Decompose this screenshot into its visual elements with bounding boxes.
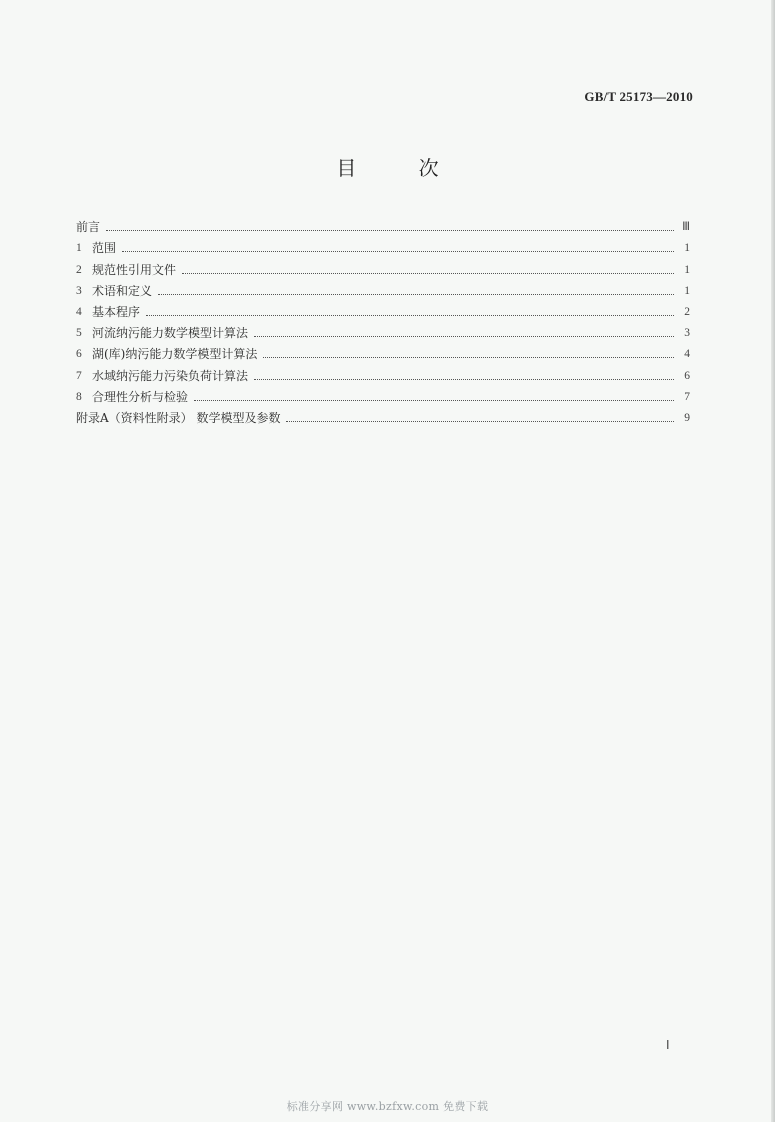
toc-title: 目 次 xyxy=(336,156,467,180)
toc-entry-foreword[interactable] xyxy=(76,214,690,235)
toc-entry-5[interactable] xyxy=(76,320,690,341)
toc-entry-number: 5 xyxy=(76,327,82,340)
toc-leader-dots xyxy=(263,356,674,358)
toc-entry-label: 术语和定义 xyxy=(92,283,153,298)
toc-entry-page: 9 xyxy=(684,411,690,424)
toc-entry-appendix-a[interactable] xyxy=(76,405,690,426)
toc-entry-number: 2 xyxy=(76,263,82,276)
toc-entry-label: 规范性引用文件 xyxy=(92,262,177,277)
toc-entry-label: 水域纳污能力污染负荷计算法 xyxy=(92,368,249,383)
toc-leader-dots xyxy=(158,293,674,295)
toc-leader-dots xyxy=(254,378,674,380)
toc-entry-label: 附录A（资料性附录） 数学模型及参数 xyxy=(76,410,281,425)
toc-entry-page: 7 xyxy=(684,390,690,403)
toc-leader-dots xyxy=(182,272,674,274)
toc-entry-2[interactable] xyxy=(76,256,690,277)
toc-entry-number: 8 xyxy=(76,390,82,403)
toc-entry-label: 前言 xyxy=(76,220,101,235)
toc-entry-page: 1 xyxy=(684,242,690,255)
toc-entry-6[interactable] xyxy=(76,341,690,362)
toc-entry-7[interactable] xyxy=(76,362,690,383)
toc-entry-4[interactable] xyxy=(76,299,690,320)
toc-entry-3[interactable] xyxy=(76,278,690,299)
toc-entry-page: 4 xyxy=(684,348,690,361)
toc-entry-page: 2 xyxy=(684,305,690,318)
page-edge-shadow xyxy=(771,0,775,1122)
toc-entry-label: 湖(库)纳污能力数学模型计算法 xyxy=(92,347,258,362)
toc-entry-page: Ⅲ xyxy=(682,221,690,234)
toc-leader-dots xyxy=(286,420,674,422)
toc-entry-number: 1 xyxy=(76,242,82,255)
toc-entry-page: 1 xyxy=(684,284,690,297)
toc-entry-page: 3 xyxy=(684,327,690,340)
toc-entry-1[interactable] xyxy=(76,235,690,256)
standard-code: GB/T 25173—2010 xyxy=(584,89,693,104)
toc-leader-dots xyxy=(254,335,674,337)
toc-entry-page: 1 xyxy=(684,263,690,276)
toc-leader-dots xyxy=(194,399,674,401)
toc-leader-dots xyxy=(146,314,674,316)
toc-entry-number: 7 xyxy=(76,369,82,382)
toc-entry-label: 基本程序 xyxy=(92,304,141,319)
toc-leader-dots xyxy=(106,229,674,231)
toc-entry-label: 河流纳污能力数学模型计算法 xyxy=(92,326,249,341)
watermark-text: 标准分享网 www.bzfxw.com 免费下载 xyxy=(286,1100,489,1113)
toc-entry-label: 范围 xyxy=(92,241,117,256)
page-number: Ⅰ xyxy=(666,1038,670,1052)
toc-entry-number: 4 xyxy=(76,305,82,318)
toc-list xyxy=(76,214,690,426)
toc-entry-number: 3 xyxy=(76,284,82,297)
toc-entry-number: 6 xyxy=(76,348,82,361)
toc-entry-8[interactable] xyxy=(76,384,690,405)
toc-entry-page: 6 xyxy=(684,369,690,382)
toc-leader-dots xyxy=(122,250,674,252)
toc-entry-label: 合理性分析与检验 xyxy=(92,389,189,404)
